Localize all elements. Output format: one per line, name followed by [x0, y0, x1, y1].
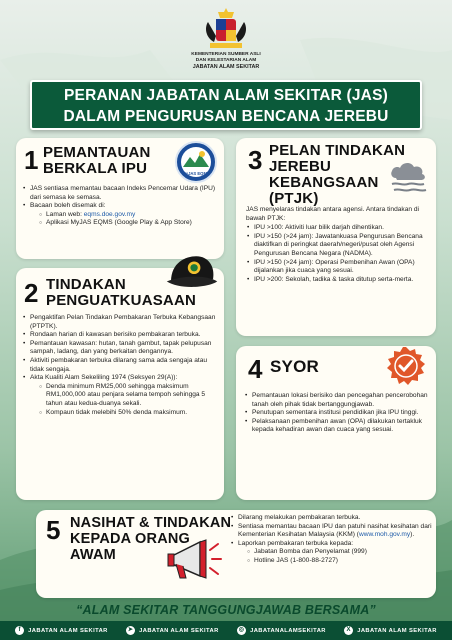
section-4-bullet-1: • Pemantauan lokasi berisiko dan pencegahan pencerobohan tanah oleh pihak tidak bertanggungjawab.	[244, 392, 430, 409]
section-2-sub-1: ○ Denda minimum RM25,000 sehingga maksimum RM1,000,000 atau penjara selama tempoh sehingga 5 tahun atau kedua-duanya sekali.	[38, 383, 220, 409]
section-2-title-line1: TINDAKAN	[46, 276, 126, 293]
footer-bar	[0, 621, 452, 640]
section-1-bullet-2	[22, 202, 220, 228]
ministry-name	[126, 52, 326, 70]
section-3-bullet-3: • IPU >150 (>24 jam): Operasi Pembenihan Awan (OPA) dijalankan jika cuaca yang sesuai.	[246, 259, 430, 276]
section-1-sub-2: ○ Aplikasi MyJAS EQMS (Google Play & App Store)	[38, 219, 220, 228]
section-2-card	[16, 268, 224, 500]
section-2-sub-2: ○ Kompaun tidak melebihi 50% denda maksimum.	[38, 409, 220, 418]
section-2-bullet-4: • Aktiviti pembakaran terbuka dilarang sama ada sengaja atau tidak sengaja.	[22, 357, 220, 374]
section-2-number: 2	[24, 278, 39, 308]
x-icon: X	[344, 626, 353, 635]
telegram-icon: ➤	[127, 627, 134, 633]
footer-x[interactable]	[344, 626, 437, 635]
section-1-title	[43, 145, 151, 177]
section-3-intro: JAS menyelaras tindakan antara agensi. Antara tindakan di bawah PTJK:	[246, 206, 420, 222]
footer-instagram[interactable]	[237, 626, 326, 635]
megaphone-icon	[166, 534, 222, 584]
section-5-sub-1: ○ Jabatan Bomba dan Penyelamat (999)	[246, 548, 432, 557]
footer-telegram[interactable]	[126, 626, 219, 635]
enforcement-cap-icon	[164, 252, 220, 294]
section-1-bullet-1: • JAS sentiasa memantau bacaan Indeks Pencemar Udara (IPU) dari semasa ke semasa.	[22, 185, 220, 202]
coat-of-arms-icon	[200, 8, 252, 52]
section-2-bullet-5	[22, 374, 220, 417]
section-4-number: 4	[248, 354, 263, 384]
section-2-bullet-2: • Rondaan harian di kawasan berisiko pembakaran terbuka.	[22, 331, 220, 340]
section-1-sub-1	[38, 211, 220, 220]
instagram-handle: JABATANALAMSEKITAR	[250, 627, 326, 634]
section-1-card	[16, 138, 224, 259]
section-5-sub-2: ○ Hotline JAS (1-800-88-2727)	[246, 557, 432, 566]
section-3-body	[246, 206, 430, 284]
ministry-line1: KEMENTERIAN SUMBER ASLI	[191, 52, 261, 57]
section-1-bullet-2-text: Bacaan boleh disemak di:	[30, 202, 106, 210]
approval-seal-icon	[386, 346, 426, 386]
section-4-title: SYOR	[270, 357, 319, 376]
ministry-line2: DAN KELESTARIAN ALAM	[195, 58, 257, 63]
section-2-bullet-3: • Pemantauan kawasan: hutan, tanah gambut, tapak pelupusan sampah, ladang, dan yang berkaitan dengannya.	[22, 340, 220, 357]
section-3-number: 3	[248, 145, 263, 175]
department-name: JABATAN ALAM SEKITAR	[192, 64, 260, 70]
section-5-bullet-1: • Dilarang melakukan pembakaran terbuka.	[230, 514, 432, 523]
section-5-bullet-3	[230, 540, 432, 566]
section-3-title-line4: (PTJK)	[269, 190, 319, 207]
section-3-bullet-4: • IPU >200: Sekolah, tadika & taska ditutup serta-merta.	[246, 276, 430, 285]
section-3-card	[236, 138, 436, 336]
section-1-title-line1: PEMANTAUAN	[43, 144, 151, 161]
slogan: “ALAM SEKITAR TANGGUNGJAWAB BERSAMA”	[76, 603, 376, 617]
section-4-bullet-2: • Penutupan sementara institusi pendidikan jika IPU tinggi.	[244, 409, 430, 418]
x-handle: JABATAN ALAM SEKITAR	[357, 627, 437, 634]
section-5-bullet-2-text: Sentiasa memantau bacaan IPU dan patuhi nasihat kesihatan dari Kementerian Kesihatan Malaysia (KKM) (	[238, 522, 432, 539]
section-1-body	[22, 185, 220, 228]
website-label: Laman web:	[46, 210, 84, 218]
instagram-icon: ◎	[238, 627, 245, 633]
section-2-bullet-5-text: Akta Kualiti Alam Sekeliling 1974 (Seksyen 29(A)):	[30, 374, 178, 382]
section-4-card	[236, 346, 436, 500]
title-line1: PERANAN JABATAN ALAM SEKITAR (JAS)	[64, 87, 388, 104]
footer-facebook[interactable]	[15, 626, 108, 635]
moh-link[interactable]: www.moh.gov.my	[358, 531, 411, 539]
title-banner	[30, 80, 422, 130]
section-5-bullet-3-text: Laporkan pembakaran terbuka kepada:	[238, 539, 354, 547]
facebook-handle: JABATAN ALAM SEKITAR	[28, 627, 108, 634]
section-1-number: 1	[24, 145, 39, 175]
section-5-card	[36, 510, 436, 598]
section-1-title-line2: BERKALA IPU	[43, 160, 148, 177]
myjas-eqms-badge-icon	[174, 140, 218, 184]
section-5-title-line2: KEPADA ORANG	[70, 531, 191, 547]
badge-label: MyJAS EQMS	[182, 171, 210, 176]
section-2-title-line2: PENGUATKUASAAN	[46, 292, 197, 309]
section-2-body	[22, 314, 220, 417]
section-5-bullet-2	[230, 523, 432, 540]
section-3-title-line3: KEBANGSAAN	[269, 174, 379, 191]
title-line2: DALAM PENGURUSAN BENCANA JEREBU	[63, 108, 389, 125]
telegram-handle: JABATAN ALAM SEKITAR	[139, 627, 219, 634]
section-5-number: 5	[46, 515, 61, 545]
section-3-title-line1: PELAN TINDAKAN	[269, 142, 406, 159]
section-2-bullet-1: • Pengaktifan Pelan Tindakan Pembakaran Terbuka Kebangsaan (PTPTK).	[22, 314, 220, 331]
section-5-title-line1: NASIHAT & TINDAKAN	[70, 515, 232, 531]
section-3-bullet-2: • IPU >150 (>24 jam): Jawatankuasa Pengurusan Bencana diaktifkan di peringkat daerah/negeri/pusat oleh Agensi Pengurusan Bencana Negara (NADMA).	[246, 233, 430, 259]
facebook-icon: f	[15, 626, 24, 635]
section-5-bullet-2-suffix: ).	[410, 531, 415, 539]
section-3-title	[269, 143, 405, 207]
haze-cloud-icon	[386, 156, 430, 196]
section-3-title-line2: JEREBU	[269, 158, 332, 175]
section-5-title-line3: AWAM	[70, 547, 116, 563]
section-3-bullet-1: • IPU >100: Aktiviti luar bilik darjah dihentikan.	[246, 224, 430, 233]
section-4-body	[244, 392, 430, 435]
section-4-bullet-3: • Pelaksanaan pembenihan awan (OPA) dilakukan tertakluk kepada kehadiran awan dan cuaca yang sesuai.	[244, 418, 430, 435]
eqms-link[interactable]: eqms.doe.gov.my	[83, 210, 136, 218]
section-5-body	[230, 514, 432, 566]
